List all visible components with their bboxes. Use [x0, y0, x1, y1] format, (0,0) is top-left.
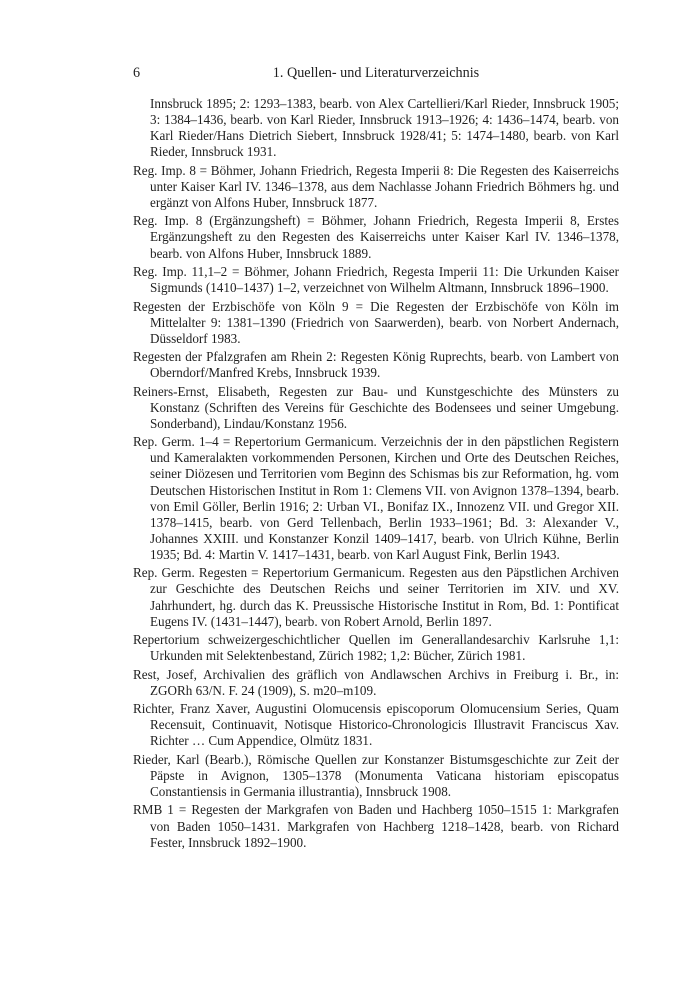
bibliography-entry: Rest, Josef, Archivalien des gräflich von Andlawschen Archivs in Freiburg i. Br., in: ZGORh 63/N. F. 24 (1909), S. m20–m109.: [133, 666, 619, 698]
running-head-title: 1. Quellen- und Literaturverzeichnis: [272, 65, 480, 81]
bibliography-entry: Reg. Imp. 11,1–2 = Böhmer, Johann Friedrich, Regesta Imperii 11: Die Urkunden Kaiser Sigmunds (1410–1437) 1–2, verzeichnet von Wilhelm Altmann, Innsbruck 1896–1900.: [133, 263, 619, 296]
bibliography-entry: Regesten der Pfalzgrafen am Rhein 2: Regesten König Ruprechts, bearb. von Lambert von Oberndorf/Manfred Krebs, Innsbruck 1939.: [133, 349, 619, 381]
bibliography-entry: Rep. Germ. Regesten = Repertorium Germanicum. Regesten aus den Päpstlichen Archiven zur Geschichte des Deutschen Reichs und seiner Territorien im XIV. und XV. Jahrhundert, hg. durch das K. Preussische Historische Institut in Rom, Bd. 1: Pontificat Eugens IV. (1431–1447), bearb. von Robert Arnold, Berlin 1897.: [133, 565, 619, 629]
bibliography-entry: Richter, Franz Xaver, Augustini Olomucensis episcoporum Olomucensium Series, Quam Recensuit, Continuavit, Notisque Historico-Chronologicis Illustravit Franciscus Xav. Richter … Cum Appendice, Olmütz 1831.: [133, 701, 619, 749]
bibliography-entry: RMB 1 = Regesten der Markgrafen von Baden und Hachberg 1050–1515 1: Markgrafen von Baden 1050–1431. Markgrafen von Hachberg 1218–1428, bearb. von Richard Fester, Innsbruck 1892–1900.: [133, 802, 619, 850]
bibliography-list: [133, 96, 619, 853]
bibliography-entry: Reg. Imp. 8 = Böhmer, Johann Friedrich, Regesta Imperii 8: Die Regesten des Kaiserreichs unter Kaiser Karl IV. 1346–1378, aus dem Nachlasse Johann Friedrich Böhmers hg. und ergänzt von Alfons Huber, Innsbruck 1877.: [133, 162, 619, 210]
bibliography-entry: Rieder, Karl (Bearb.), Römische Quellen zur Konstanzer Bistumsgeschichte zur Zeit der Päpste in Avignon, 1305–1378 (Monumenta Vaticana historiam episcopatus Constantiensis in Germania illustrantia), Innsbruck 1908.: [133, 751, 619, 799]
bibliography-entry: Regesten der Erzbischöfe von Köln 9 = Die Regesten der Erzbischöfe von Köln im Mittelalter 9: 1381–1390 (Friedrich von Saarwerden), bearb. von Norbert Andernach, Düsseldorf 1983.: [133, 298, 619, 346]
bibliography-entry: Rep. Germ. 1–4 = Repertorium Germanicum. Verzeichnis der in den päpstlichen Registern und Kameralakten vorkommenden Personen, Kirchen und Orte des Deutschen Reiches, seiner Diözesen und Territorien vom Beginn des Schismas bis zur Reformation, hg. vom Deutschen Historischen Institut in Rom 1: Clemens VII. von Avignon 1378–1394, bearb. von Emil Göller, Berlin 1916; 2: Urban VI., Bonifaz IX., Innozenz VII. und Gregor XII. 1378–1415, bearb. von Gerd Tellenbach, Berlin 1933–1961; Bd. 3: Alexander V., Johannes XXIII. und Konstanzer Konzil 1409–1417, bearb. von Ulrich Kühne, Berlin 1935; Bd. 4: Martin V. 1417–1431, bearb. von Karl August Fink, Berlin 1943.: [133, 434, 619, 562]
bibliography-entry: Reg. Imp. 8 (Ergänzungsheft) = Böhmer, Johann Friedrich, Regesta Imperii 8, Erstes Ergänzungsheft zu den Regesten des Kaiserreichs unter Kaiser Karl IV. 1346–1378, bearb. von Alfons Huber, Innsbruck 1889.: [133, 213, 619, 261]
bibliography-entry: Repertorium schweizergeschichtlicher Quellen im Generallandesarchiv Karlsruhe 1,1: Urkunden mit Selektenbestand, Zürich 1982; 1,2: Bücher, Zürich 1981.: [133, 632, 619, 664]
bibliography-entry: Reiners-Ernst, Elisabeth, Regesten zur Bau- und Kunstgeschichte des Münsters zu Konstanz (Schriften des Vereins für Geschichte des Bodensees und seiner Umgebung. Sonderband), Lindau/Konstanz 1956.: [133, 383, 619, 431]
bibliography-entry-continued: Innsbruck 1895; 2: 1293–1383, bearb. von Alex Cartellieri/Karl Rieder, Innsbruck 1905; 3: 1384–1436, bearb. von Karl Rieder, Innsbruck 1913–1926; 4: 1436–1474, bearb. von Karl Rieder/Hans Dietrich Siebert, Innsbruck 1928/41; 5: 1474–1480, bearb. von Karl Rieder, Innsbruck 1931.: [150, 96, 619, 160]
running-head: [133, 63, 619, 83]
page-number: 6: [133, 65, 141, 81]
